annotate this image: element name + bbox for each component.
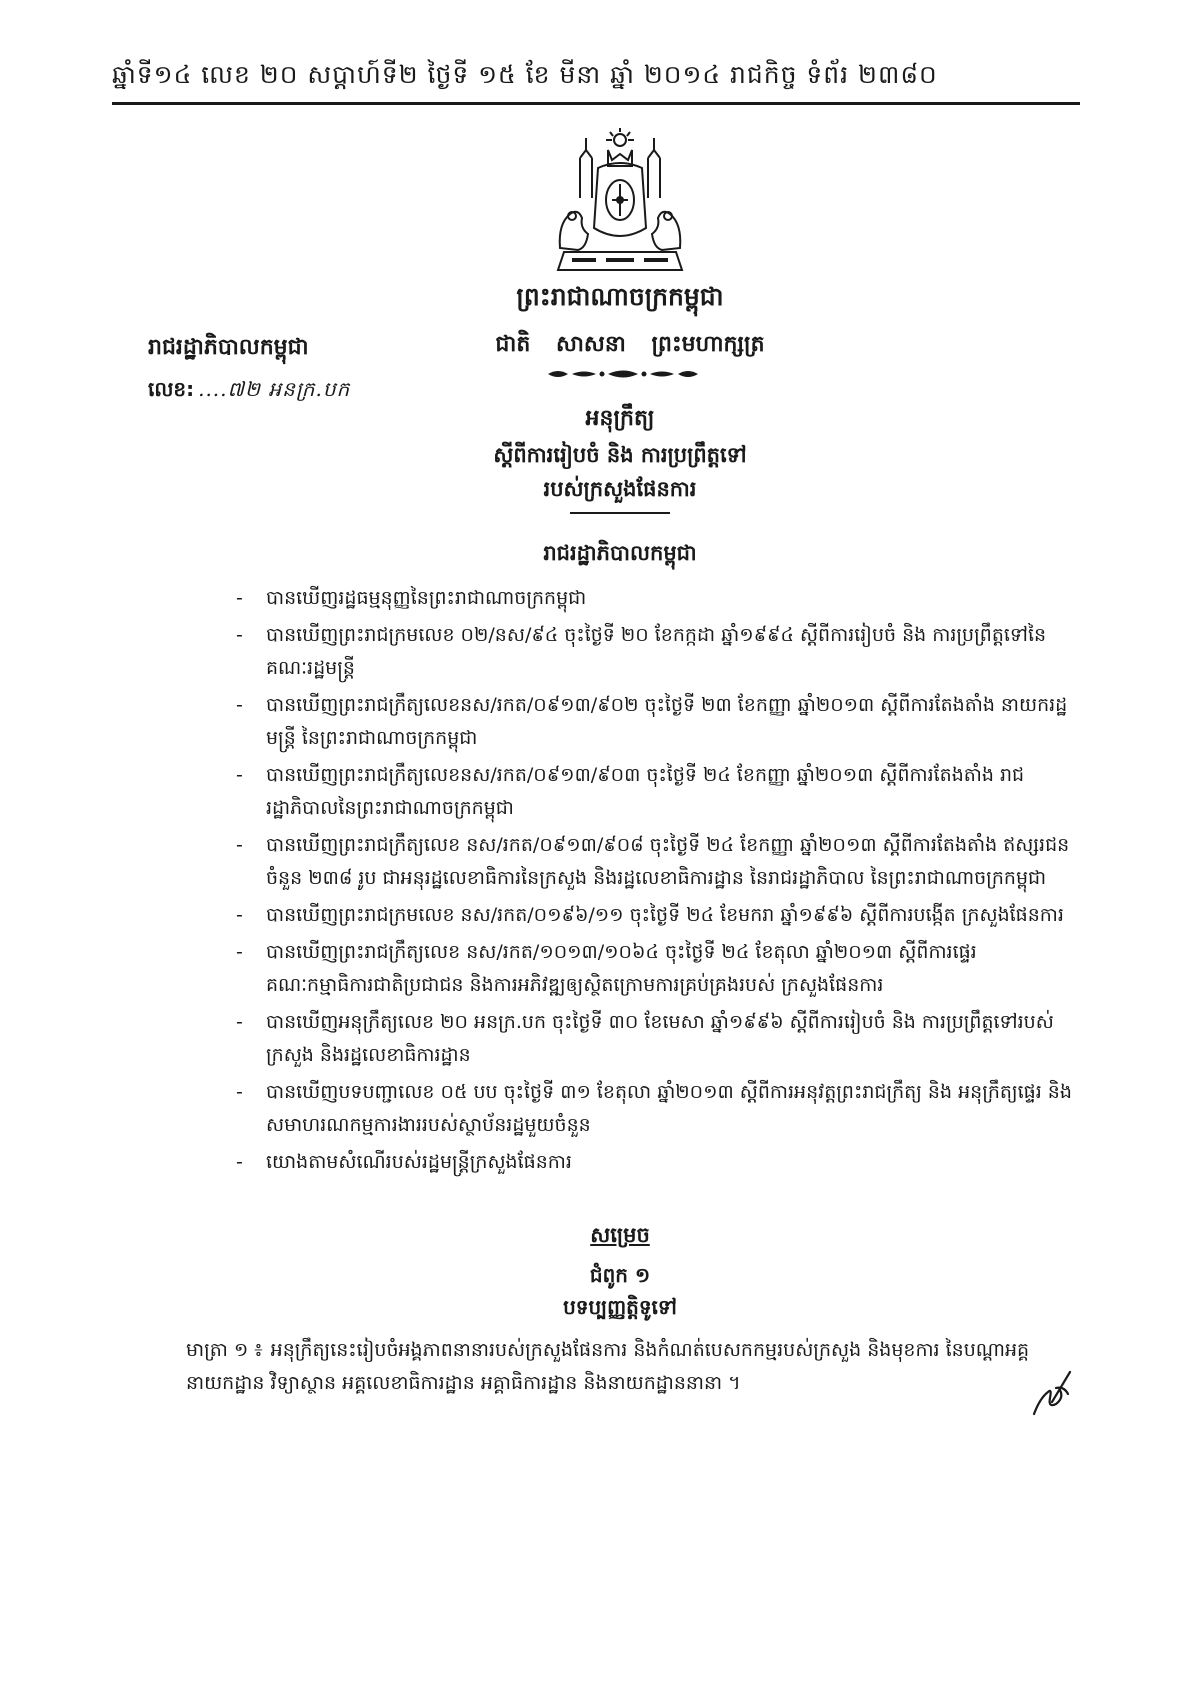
section-divider [570,512,670,514]
reference-value: ....៧២ អនក្រ.បក [198,377,351,401]
preamble-item: - បានឃើញព្រះរាជក្រឹត្យលេខនស/រកត/០៩១៣/៩០៣ ចុះថ្ងៃទី ២៤ ខែកញ្ញា ឆ្នាំ២០១៣ ស្តីពីការតែងតាំង រាជរដ្ឋាភិបាលនៃព្រះរាជាណាចក្រកម្ពុជា [236,759,1076,825]
preamble-item: - បានឃើញបទបញ្ជាលេខ ០៥ បប ចុះថ្ងៃទី ៣១ ខែតុលា ឆ្នាំ២០១៣ ស្តីពីការអនុវត្តព្រះរាជក្រឹត្យ និង អនុក្រឹត្យផ្ទេរ និងសមាហរណកម្មការងាររបស់ស្ថាប័នរដ្ឋមួយចំនួន [236,1076,1076,1142]
government-name: រាជរដ្ឋាភិបាលកម្ពុជា [148,335,309,360]
preamble-item: - បានឃើញព្រះរាជក្រឹត្យលេខនស/រកត/០៩១៣/៩០២ ចុះថ្ងៃទី ២៣ ខែកញ្ញា ឆ្នាំ២០១៣ ស្តីពីការតែងតាំង នាយករដ្ឋមន្ត្រី នៃព្រះរាជាណាចក្រកម្ពុជា [236,689,1076,755]
document-subject [410,438,830,506]
decision-heading: សម្រេច [590,1223,650,1247]
royal-coat-of-arms-icon [550,128,690,276]
article-text: អនុក្រឹត្យនេះរៀបចំអង្គភាពនានារបស់ក្រសួងផែនការ និងកំណត់បេសកកម្មរបស់ក្រសួង និងមុខការ នៃបណ្តាអគ្គនាយកដ្ឋាន វិទ្យាស្ថាន អគ្គលេខាធិការដ្ឋាន អគ្គាធិការដ្ឋាន និងនាយកដ្ឋាននានា ។ [186,1339,1030,1394]
chapter-title: បទប្បញ្ញត្តិទូទៅ [563,1295,677,1319]
subject-line: របស់ក្រសួងផែនការ [543,477,697,501]
subject-line: ស្តីពីការរៀបចំ និង ការប្រព្រឹត្តទៅ [493,443,747,467]
preamble-item: - បានឃើញព្រះរាជក្រមលេខ នស/រកត/០១៩៦/១១ ចុះថ្ងៃទី ២៤ ខែមករា ឆ្នាំ១៩៩៦ ស្តីពីការបង្កើត ក្រសួងផែនការ [236,899,1076,932]
reference-number [148,376,350,406]
ornamental-divider-icon [548,368,698,380]
kingdom-title: ព្រះរាជាណាចក្រកម្ពុជា [516,282,724,311]
preamble-item: - បានឃើញព្រះរាជក្រឹត្យលេខ នស/រកត/១០១៣/១០៦៤ ចុះថ្ងៃទី ២៤ ខែតុលា ឆ្នាំ២០១៣ ស្តីពីការផ្ទេរគណៈកម្មាធិការជាតិប្រជាជន និងការអភិវឌ្ឍឲ្យស្ថិតក្រោមការគ្រប់គ្រងរបស់ ក្រសួងផែនការ [236,936,1076,1002]
gazette-header: ឆ្នាំទី១៤ លេខ ២០ សប្តាហ៍ទី២ ថ្ងៃទី ១៥ ខែ មីនា ឆ្នាំ ២០១៤ រាជកិច្ច ទំព័រ ២៣៨០ [112,60,938,89]
preamble-item: - បានឃើញព្រះរាជក្រមលេខ ០២/នស/៩៤ ចុះថ្ងៃទី ២០ ខែកក្កដា ឆ្នាំ១៩៩៤ ស្តីពីការរៀបចំ និង ការប្រព្រឹត្តទៅនៃគណៈរដ្ឋមន្ត្រី [236,619,1076,685]
handwritten-initial-icon [1030,1368,1074,1418]
issuer-heading: រាជរដ្ឋាភិបាលកម្ពុជា [543,541,697,565]
header-rule [112,102,1080,105]
nation-motto: ជាតិ សាសនា ព្រះមហាក្សត្រ [495,332,765,357]
preamble-item: - បានឃើញព្រះរាជក្រឹត្យលេខ នស/រកត/០៩១៣/៩០៨ ចុះថ្ងៃទី ២៤ ខែកញ្ញា ឆ្នាំ២០១៣ ស្តីពីការតែងតាំង ឥស្សរជនចំនួន ២៣៨ រូប ជាអនុរដ្ឋលេខាធិការនៃក្រសួង និងរដ្ឋលេខាធិការដ្ឋាន នៃរាជរដ្ឋាភិបាល នៃព្រះរាជាណាចក្រកម្ពុជា [236,829,1076,895]
preamble-item: - បានឃើញរដ្ឋធម្មនុញ្ញនៃព្រះរាជាណាចក្រកម្ពុជា [236,582,1076,615]
article-label: មាត្រា ១ ៖ [186,1339,263,1361]
chapter-number: ជំពូក ១ [589,1263,651,1287]
article-1 [186,1334,1076,1400]
preamble-list [236,582,1076,1183]
preamble-item: - បានឃើញអនុក្រឹត្យលេខ ២០ អនក្រ.បក ចុះថ្ងៃទី ៣០ ខែមេសា ឆ្នាំ១៩៩៦ ស្តីពីការរៀបចំ និង ការប្រព្រឹត្តទៅរបស់ក្រសួង និងរដ្ឋលេខាធិការដ្ឋាន [236,1006,1076,1072]
document-type: អនុក្រឹត្យ [585,406,655,431]
reference-label: លេខ: [148,377,195,401]
preamble-item: - យោងតាមសំណើរបស់រដ្ឋមន្ត្រីក្រសួងផែនការ [236,1146,1076,1179]
